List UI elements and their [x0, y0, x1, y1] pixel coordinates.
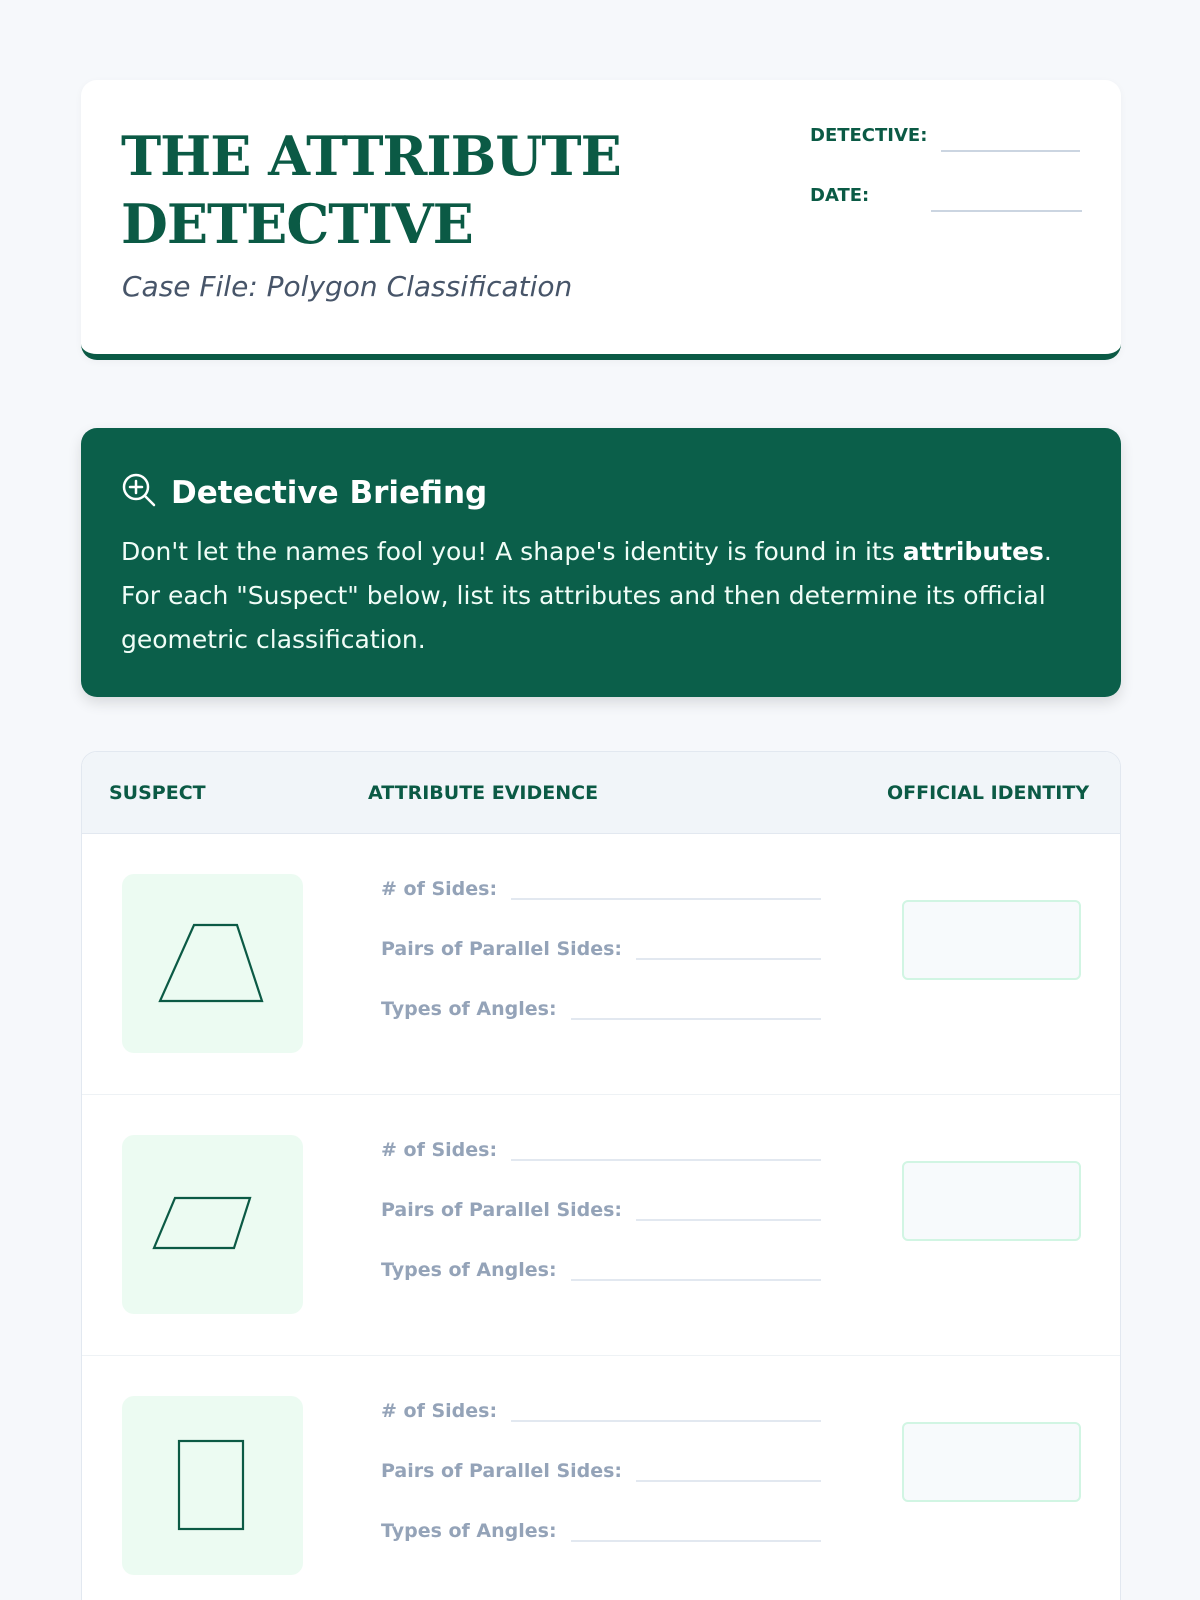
evidence-angles	[381, 1520, 821, 1542]
detective-field	[810, 125, 1080, 146]
answer-blank[interactable]	[571, 1540, 821, 1542]
briefing-text	[121, 530, 1086, 662]
evidence-label: # of Sides:	[381, 1139, 498, 1161]
official-identity-box[interactable]	[902, 900, 1081, 980]
evidence-sides	[381, 1139, 821, 1161]
table-row	[82, 1356, 1120, 1600]
suspect-shape-parallelogram	[122, 1135, 303, 1314]
answer-blank[interactable]	[511, 1420, 821, 1422]
evidence-parallel	[381, 1460, 821, 1482]
detective-blank[interactable]	[941, 150, 1080, 152]
answer-blank[interactable]	[571, 1018, 821, 1020]
official-identity-box[interactable]	[902, 1422, 1081, 1502]
evidence-label: Pairs of Parallel Sides:	[381, 938, 623, 960]
table-row	[82, 1095, 1120, 1356]
detective-label: DETECTIVE:	[810, 125, 928, 146]
evidence-sides	[381, 1400, 821, 1422]
answer-blank[interactable]	[571, 1279, 821, 1281]
evidence-label: Pairs of Parallel Sides:	[381, 1460, 623, 1482]
briefing-text-end: . For each "Suspect" below, list its attributes and then determine its official geometric classification.	[121, 537, 1052, 654]
header-card	[81, 80, 1121, 360]
briefing-header	[121, 472, 487, 513]
evidence-angles	[381, 998, 821, 1020]
evidence-label: # of Sides:	[381, 1400, 498, 1422]
evidence-label: Types of Angles:	[381, 998, 557, 1020]
date-blank[interactable]	[931, 210, 1082, 212]
table-header	[82, 752, 1120, 834]
briefing-title: Detective Briefing	[171, 474, 488, 511]
rectangle-icon	[122, 1396, 303, 1575]
evidence-label: # of Sides:	[381, 878, 498, 900]
briefing-text-start: Don't let the names fool you! A shape's identity is found in its	[121, 537, 903, 566]
parallelogram-icon	[122, 1135, 303, 1314]
answer-blank[interactable]	[511, 898, 821, 900]
answer-blank[interactable]	[636, 958, 821, 960]
evidence-label: Types of Angles:	[381, 1259, 557, 1281]
briefing-text-bold: attributes	[902, 537, 1044, 566]
briefing-card	[81, 428, 1121, 697]
trapezoid-icon	[122, 874, 303, 1053]
column-header-evidence: ATTRIBUTE EVIDENCE	[368, 782, 599, 804]
answer-blank[interactable]	[636, 1219, 821, 1221]
column-header-suspect: SUSPECT	[109, 782, 206, 804]
evidence-label: Types of Angles:	[381, 1520, 557, 1542]
date-field	[810, 185, 1082, 206]
answer-blank[interactable]	[636, 1480, 821, 1482]
column-header-identity: OFFICIAL IDENTITY	[887, 782, 1090, 804]
page-subtitle: Case File: Polygon Classification	[122, 270, 573, 303]
evidence-sides	[381, 878, 821, 900]
table-row	[82, 834, 1120, 1095]
evidence-table	[81, 751, 1121, 1600]
page-title: THE ATTRIBUTE DETECTIVE	[121, 124, 621, 256]
suspect-shape-rectangle	[122, 1396, 303, 1575]
evidence-label: Pairs of Parallel Sides:	[381, 1199, 623, 1221]
evidence-angles	[381, 1259, 821, 1281]
answer-blank[interactable]	[511, 1159, 821, 1161]
suspect-shape-trapezoid	[122, 874, 303, 1053]
evidence-parallel	[381, 1199, 821, 1221]
evidence-parallel	[381, 938, 821, 960]
official-identity-box[interactable]	[902, 1161, 1081, 1241]
date-label: DATE:	[810, 185, 870, 206]
search-plus-icon	[121, 472, 157, 513]
